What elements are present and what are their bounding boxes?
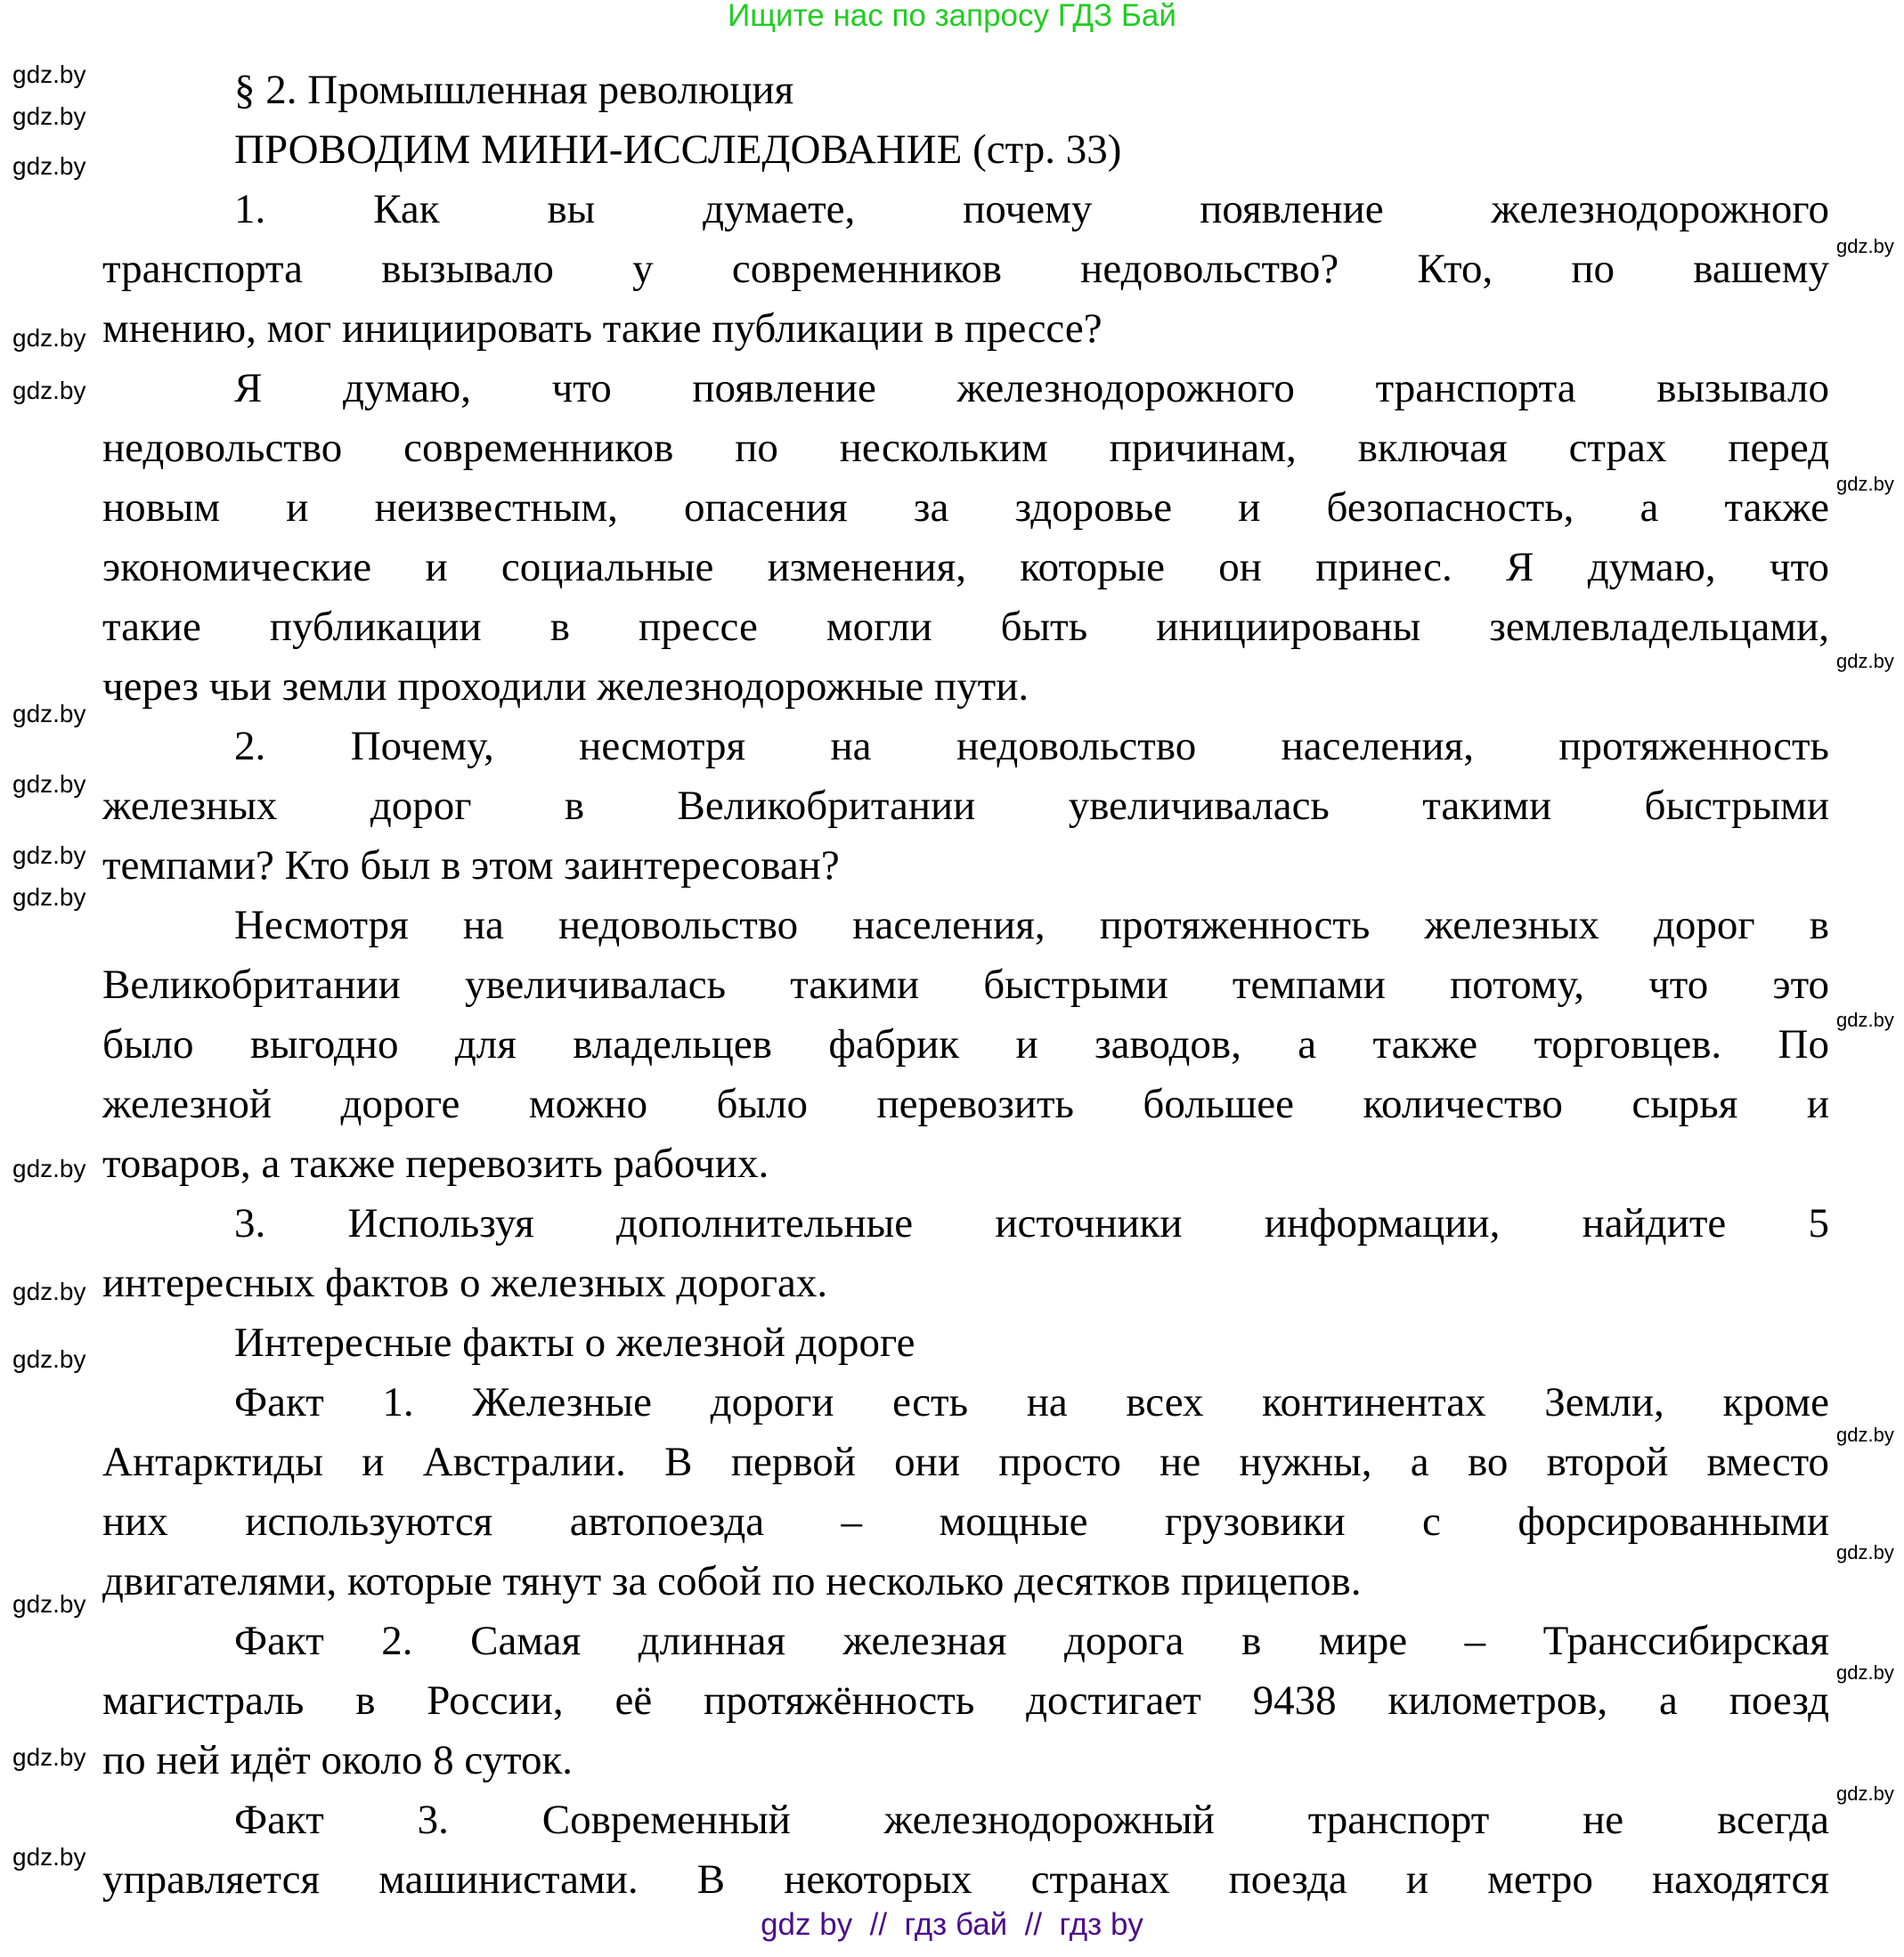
text-line: 3. Используя дополнительные источники информации, найдите 5 <box>234 1200 1829 1246</box>
subsection-title <box>102 120 1829 180</box>
footer-links[interactable]: gdz by // гдз бай // гдз by <box>761 1907 1143 1942</box>
watermark: gdz.by <box>12 770 86 798</box>
watermark: gdz.by <box>12 1843 86 1871</box>
question-2 <box>102 717 1829 896</box>
section-title <box>102 61 1829 120</box>
text-line: Несмотря на недовольство населения, протяженность железных дорог в <box>234 902 1829 948</box>
text-line: транспорта вызывало у современников недовольство? Кто, по вашему <box>102 246 1829 292</box>
watermark: gdz.by <box>1836 1009 1894 1031</box>
watermark: gdz.by <box>1836 1661 1894 1684</box>
text-line: Я думаю, что появление железнодорожного транспорта вызывало <box>234 365 1829 411</box>
watermark: gdz.by <box>12 883 86 911</box>
watermark: gdz.by <box>12 1590 86 1618</box>
document-body <box>102 61 1829 1910</box>
watermark: gdz.by <box>12 700 86 727</box>
text-line: них используются автопоезда – мощные грузовики с форсированными <box>102 1498 1829 1545</box>
text-line: магистраль в России, её протяжённость достигает 9438 километров, а поезд <box>102 1677 1829 1724</box>
text-line: такие публикации в прессе могли быть инициированы землевладельцами, <box>102 604 1829 650</box>
text-line: 1. Как вы думаете, почему появление железнодорожного <box>234 186 1829 232</box>
watermark: gdz.by <box>12 1743 86 1771</box>
watermark: gdz.by <box>1836 650 1894 672</box>
text-line: Факт 3. Современный железнодорожный транспорт не всегда <box>234 1797 1829 1843</box>
watermark: gdz.by <box>1836 1782 1894 1805</box>
text-line: Факт 1. Железные дороги есть на всех континентах Земли, кроме <box>234 1379 1829 1425</box>
text-line: Факт 2. Самая длинная железная дорога в мире – Транссибирская <box>234 1618 1829 1664</box>
watermark: gdz.by <box>12 102 86 130</box>
text-line: железных дорог в Великобритании увеличивалась такими быстрыми <box>102 783 1829 829</box>
watermark: gdz.by <box>12 1345 86 1373</box>
text-line: было выгодно для владельцев фабрик и заводов, а также торговцев. По <box>102 1021 1829 1068</box>
fact-2 <box>102 1612 1829 1791</box>
question-3 <box>102 1194 1829 1313</box>
text-line: управляется машинистами. В некоторых странах поезда и метро находятся <box>102 1856 1829 1903</box>
watermark: gdz.by <box>12 841 86 869</box>
watermark: gdz.by <box>12 152 86 180</box>
watermark: gdz.by <box>12 324 86 352</box>
text-line: ПРОВОДИМ МИНИ-ИССЛЕДОВАНИЕ (стр. 33) <box>234 126 1122 173</box>
fact-3 <box>102 1791 1829 1910</box>
answer-1 <box>102 359 1829 717</box>
text-line: недовольство современников по нескольким причинам, включая страх перед <box>102 425 1829 471</box>
text-line: 2. Почему, несмотря на недовольство населения, протяженность <box>234 723 1829 769</box>
facts-heading <box>102 1313 1829 1373</box>
text-line: железной дороге можно было перевозить большее количество сырья и <box>102 1081 1829 1127</box>
text-line: экономические и социальные изменения, которые он принес. Я думаю, что <box>102 544 1829 590</box>
text-line: через чьи земли проходили железнодорожные пути. <box>102 663 1029 710</box>
text-line: Интересные факты о железной дороге <box>234 1320 915 1366</box>
text-line: новым и неизвестным, опасения за здоровье и безопасность, а также <box>102 484 1829 531</box>
watermark: gdz.by <box>1836 473 1894 495</box>
watermark: gdz.by <box>12 377 86 404</box>
watermark: gdz.by <box>1836 1541 1894 1563</box>
text-line: интересных фактов о железных дорогах. <box>102 1260 828 1306</box>
watermark: gdz.by <box>12 1155 86 1182</box>
text-line: мнению, мог инициировать такие публикации в прессе? <box>102 305 1103 352</box>
fact-1 <box>102 1373 1829 1612</box>
question-1 <box>102 180 1829 359</box>
answer-2 <box>102 896 1829 1194</box>
text-line: Антарктиды и Австралии. В первой они просто не нужны, а во второй вместо <box>102 1439 1829 1485</box>
text-line: по ней идёт около 8 суток. <box>102 1737 574 1783</box>
watermark: gdz.by <box>12 61 86 88</box>
search-banner: Ищите нас по запросу ГДЗ Бай <box>728 0 1176 33</box>
text-line: товаров, а также перевозить рабочих. <box>102 1141 769 1187</box>
watermark: gdz.by <box>1836 1424 1894 1446</box>
text-line: § 2. Промышленная революция <box>234 67 794 113</box>
watermark: gdz.by <box>12 1278 86 1305</box>
text-line: Великобритании увеличивалась такими быстрыми темпами потому, что это <box>102 962 1829 1008</box>
text-line: двигателями, которые тянут за собой по несколько десятков прицепов. <box>102 1558 1362 1604</box>
text-line: темпами? Кто был в этом заинтересован? <box>102 842 840 889</box>
watermark: gdz.by <box>1836 235 1894 257</box>
